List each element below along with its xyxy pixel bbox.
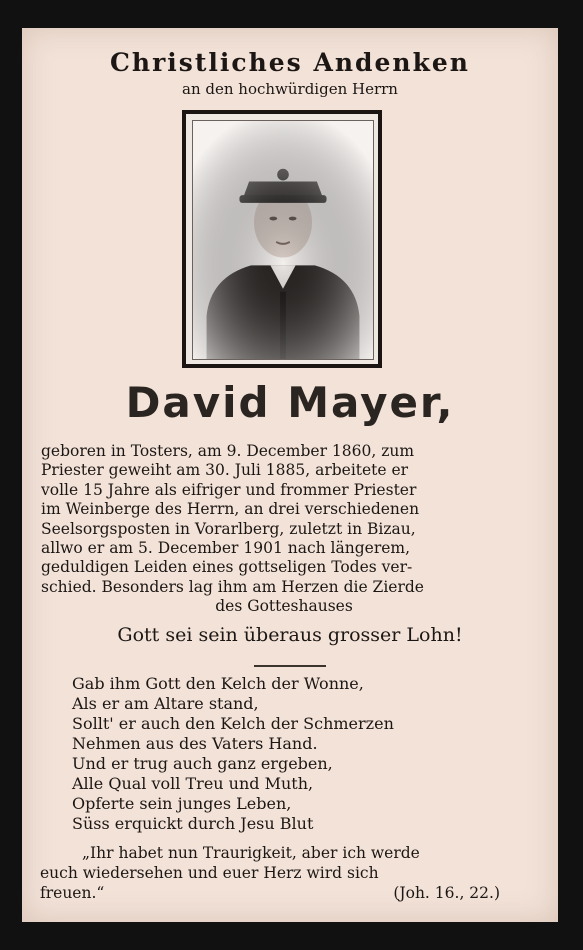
poem-verse (72, 674, 512, 834)
bio-line: geduldigen Leiden eines gottseligen Todes ver- (41, 558, 413, 577)
bio-line: Seelsorgsposten in Vorarlberg, zuletzt in Bizau, (41, 519, 416, 538)
priest-portrait-image (193, 121, 373, 359)
bio-line: des Gotteshauses (215, 597, 353, 616)
deceased-name: David Mayer, (125, 378, 455, 427)
scripture-quote (40, 843, 526, 903)
biography-text (41, 442, 527, 617)
bio-line: im Weinberge des Herrn, an drei verschiedenen (41, 500, 420, 519)
bio-line: schied. Besonders lag ihm am Herzen die Zierde (41, 577, 424, 596)
quote-line: euch wiedersehen und euer Herz wird sich (40, 864, 379, 882)
poem-line: Opferte sein junges Leben, (72, 794, 292, 813)
quote-reference: (Joh. 16., 22.) (393, 884, 500, 902)
bio-line: Priester geweiht am 30. Juli 1885, arbeitete er (41, 461, 409, 480)
memorial-card (22, 28, 558, 922)
bio-line: volle 15 Jahre als eifriger und frommer Priester (41, 480, 417, 499)
poem-line: Als er am Altare stand, (72, 694, 259, 713)
blessing-line: Gott sei sein überaus grosser Lohn! (117, 624, 463, 646)
poem-line: Und er trug auch ganz ergeben, (72, 754, 333, 773)
quote-line: „Ihr habet nun Traurigkeit, aber ich werde (82, 844, 420, 862)
poem-line: Nehmen aus des Vaters Hand. (72, 734, 318, 753)
poem-line: Süss erquickt durch Jesu Blut (72, 814, 314, 833)
card-subtitle: an den hochwürdigen Herrn (182, 80, 398, 98)
poem-line: Gab ihm Gott den Kelch der Wonne, (72, 674, 364, 693)
poem-line: Sollt' er auch den Kelch der Schmerzen (72, 714, 394, 733)
divider (254, 665, 326, 667)
quote-last-line (40, 883, 526, 903)
portrait-frame (182, 110, 382, 368)
card-title: Christliches Andenken (110, 48, 470, 77)
quote-line: freuen.“ (40, 884, 105, 902)
bio-line: allwo er am 5. December 1901 nach längerem, (41, 539, 411, 558)
poem-line: Alle Qual voll Treu und Muth, (72, 774, 314, 793)
portrait-photo (192, 120, 374, 360)
bio-line: geboren in Tosters, am 9. December 1860, zum (41, 442, 415, 460)
